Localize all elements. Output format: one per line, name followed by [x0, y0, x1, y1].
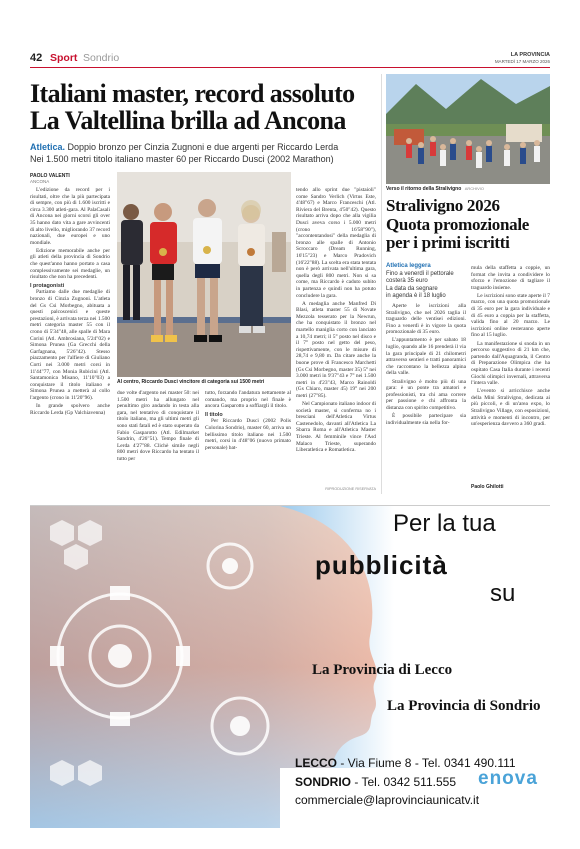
col3-para: Per Riccardo Dusci (2002 Polis Colorina Sondrio), master 60, arriva un bellissimo titolo italiano nei 1.500 metri, corsi in 4'48"06 (nuovo primato personale) bat- — [205, 418, 291, 451]
ad-contact-1-label: LECCO — [295, 756, 337, 770]
col1-para: In grande spolvero anche Riccardo Lerda (Gp Valchiavenna) — [30, 403, 110, 416]
side-summary — [386, 263, 471, 301]
headline-line-1: Italiani master, record assoluto — [30, 79, 355, 108]
rights-reserved: RIPRODUZIONE RISERVATA — [325, 487, 376, 491]
side-photo-caption-text: Verso il ritorno della Stralivigno — [386, 186, 462, 192]
side-signature: Paolo Ghilotti — [471, 484, 504, 490]
col1-para: L'edizione da record per i risultati, oltre che la più partecipata di sempre, con più di 1.600 iscritti e circa 3.300 atleti-gara. Al PalaCasali di Ancona nei giorni scorsi gli over 35 hanno dato vita a gare avvincenti di alto livello, migliorando 37 record nazionali, due europei e uno mondiale. — [30, 187, 110, 246]
col1-subhead: I protagonisti — [30, 282, 65, 289]
side-col1-para: È possibile partecipare sia individualmente sia nella for- — [386, 413, 466, 426]
summary-line: costerà 35 euro — [386, 278, 428, 284]
col4-para: tendo allo sprint due "pistaioli" come Sandro Verlich (Virtus Este, 4'48"67) e Marco Franceschi (Atl. Riviera del Brenta, 4'50"42). Questo risultato arriva dopo che alla vigilia Dusci aveva corso i 5.000 metri (crono 16'58"90"), "accontentandosi" della medaglia di bronzo alle spalle di Antonio Scroccaro (Dream Running, 16'15"23) e Marco Pradovich (16'22"88). La scelta era stata tentata non è però arrivata nell'ultima gara, quella degli 800 metri. Non si sa come, ma Riccardo è caduto subito in partenza e quindi non ha potuto concludere la gara. — [296, 187, 376, 299]
subsection-label: Sondrio — [83, 52, 120, 64]
athletes-photo — [117, 172, 291, 377]
summary-line: in agenda è il 18 luglio — [386, 293, 446, 299]
ad-line-1: Per la tua — [393, 510, 496, 537]
col4-para: Nel Campionato italiano indoor di società master, si conferma no i bresciani dell'Atletica Virtus Castenedolo, davanti all'Atletica La Sbarra Roma e all'Atletica Master Trieste. Al femminile vince l'Asd Malaco Trieste, superando Liberatletica e Romatletica. — [296, 401, 376, 454]
col1-para: Partiamo dalle due medaglie di bronzo di Cinzia Zugnoni. L'atleta del Gs Csi Morbegno, abituata a questi palcoscenici e queste prestazioni, è arrivata terza nei 1.500 metri categoria master 55 con il crono di 5'34"48, alle spalle di Mara Corini (Atl. Ambrosiana, 5'24"02) e Simona Prunea (Ga Grecchi della Garfagnana, 5'26"42). Stesso piazzamento per l'alfiere di Giuliano Corti nei 3.000 metri corsi in 11'44"77, con Monia Rubicini (Atl. Santamonica Misano, 11'10"03) a conquistare il titolo italiano e Simona Prunea a metterà al collo l'argento (crono in 11'20"96). — [30, 289, 110, 401]
side-column-1 — [386, 303, 466, 493]
ad-contact-1-text: - Via Fiume 8 - Tel. 0341 490.111 — [340, 756, 516, 770]
side-col2-para: mula della staffetta a coppie, un format che invita a condividere lo sforzo e l'emozione di tagliare il traguardo insieme. — [471, 265, 550, 291]
side-headline-line-1: Stralivigno 2026 — [386, 196, 500, 215]
side-column-2 — [471, 265, 550, 483]
main-headline — [30, 80, 375, 134]
photo-caption: Al centro, Riccardo Dusci vincitore di categoria sui 1500 metri — [117, 379, 265, 385]
subhead-line-1: Doppio bronzo per Cinzia Zugnoni e due argenti per Riccardo Lerda — [67, 142, 339, 152]
header-rule — [30, 67, 550, 68]
byline — [30, 173, 110, 184]
runners-photo — [386, 74, 550, 184]
author-name: PAOLO VALENTI — [30, 173, 70, 179]
advertisement — [30, 505, 550, 828]
dateline: ANCONA — [30, 179, 50, 184]
page-number: 42 — [30, 52, 43, 64]
main-column-4 — [296, 187, 376, 487]
side-headline-line-2: Quota promozionale — [386, 214, 530, 234]
side-col2-para: Le iscrizioni sono state aperte il 7 marzo, con una quota promozionale di 35 euro per la gara individuale e di 45 euro a coppia per la staffetta, valida fino al 20 marzo. Le iscrizioni online resteranno aperte fino al 15 luglio. — [471, 292, 550, 339]
side-col1-para: Stralivigno è molto più di una gara: è un ponte tra amatori e professionisti, tra chi ama correre per passione e chi affronta la distanza con spirito competitivo. — [386, 378, 466, 411]
side-photo-caption — [386, 186, 550, 192]
main-column-2 — [117, 390, 199, 490]
ad-line-3: su — [490, 580, 516, 607]
ad-paper-1: La Provincia di Lecco — [312, 662, 453, 678]
runners-photo-illustration — [386, 74, 550, 184]
side-photo-tag: ARCHIVIO — [464, 186, 485, 191]
ad-background-art — [30, 506, 550, 828]
main-column-3 — [205, 390, 291, 490]
side-headline-line-3: per i primi iscritti — [386, 233, 510, 252]
ad-brand-logo: enova — [478, 768, 538, 789]
ad-line-2: pubblicità — [315, 550, 448, 580]
paper-name: LA PROVINCIA — [510, 52, 550, 58]
issue-date: MARTEDÌ 17 MARZO 2026 — [494, 59, 550, 64]
athletes-photo-illustration — [117, 172, 291, 377]
side-col2-para: L'evento si arricchisce anche della Mini Stralivigno, dedicata ai più piccoli, e di un'area expo, lo Stralivigno Village, con esposizioni, attività e momenti di incontro, per un'esperienza davvero a 360 gradi. — [471, 388, 550, 428]
side-headline — [386, 197, 550, 253]
headline-line-2: La Valtellina brilla ad Ancona — [30, 106, 346, 135]
ad-contact-2 — [295, 775, 456, 789]
col2-para: due volte d'argento nei master 50: nei 1.500 metri ha allungato nel penultimo giro andando in testa alla gara, nel tentativo di conquistare il titolo italiano, ma gli ultimi metri gli sono stati fatali ed è stato superato da Fabio Gasparotto (Atl. Edilmarket Sandrin, 4'26"51). Tempo finale di Lerda 4'27"88. Clichè simile negli 800 metri dove Riccardo ha tentato il tutto per — [117, 390, 199, 462]
ad-contact-2-text: - Tel. 0342 511.555 — [354, 775, 456, 789]
subhead-line-2: Nei 1.500 metri titolo italiano master 60 per Riccardo Dusci (2002 Marathon) — [30, 154, 334, 164]
side-kicker: Atletica leggera — [386, 263, 431, 269]
col3-subhead: Il titolo — [205, 411, 223, 418]
page-header — [30, 52, 550, 66]
col4-para: A medaglia anche Manfred Di Blasi, atleta master 55 di Novate Mezzola tesserato per la Newrun, che ha conquistato il bronzo nel martello maniglia corto con lanciato a 10,74 metri; il 5° posto nel disco e il 7° posto nel getto del peso, rispettivamente, con le misure di 28,74 e 9,80 m. Da citare anche la buone prove di Francesco Marchetti (Gs Csi Morbegno, master 35) 5° nei 3.000 metri in 9'37"43 e 7° nei 1.500 metri in 4'23"43, Marco Rainoldi (Gs Chiaro, master 45) 19° nei 200 metri (27"85). — [296, 300, 376, 399]
col3-para: tutto, forzando l'andatura nettamente al comando, ma proprio nel finale è ancora Gasparotto a soffiargli il titolo. — [205, 390, 291, 410]
ad-paper-2: La Provincia di Sondrio — [387, 698, 541, 714]
section-label: Sport — [50, 52, 78, 64]
column-divider — [381, 74, 382, 494]
kicker: Atletica. — [30, 142, 66, 152]
side-col2-para: La manifestazione si snoda in un percorso suggestivo di 21 km che, partendo dall'Aquagranda, il Centro di Preparazione Olimpica che ha ospitato Casa Italia durante i recenti Giochi olimpici invernali, attraversa l'intera valle. — [471, 340, 550, 387]
main-subhead — [30, 141, 375, 165]
ad-email[interactable]: commerciale@laprovinciaunicatv.it — [295, 793, 480, 807]
summary-line: La data da segnare — [386, 285, 438, 292]
side-col1-para: Aperte le iscrizioni alla Stralivigno, che nel 2026 taglia il traguardo delle ventisei edizioni. Fino a venerdì è in vigore la quota promozionale di 35 euro. — [386, 303, 466, 336]
main-column-1 — [30, 187, 110, 492]
col1-para: Edizione memorabile anche per gli atleti della provincia di Sondrio che quest'anno hanno portato a casa complessivamente sei medaglie, un risultato che non ha precedenti. — [30, 247, 110, 281]
summary-line: Fino a venerdì il pettorale — [386, 270, 454, 277]
side-col1-para: L'appuntamento è per sabato 18 luglio, quando alle 16 prenderà il via la gara principale di 21 chilometri attraverso sentieri e tratti panoramici che raccontano la bellezza alpina della valle. — [386, 337, 466, 377]
ad-contact-2-label: SONDRIO — [295, 775, 352, 789]
